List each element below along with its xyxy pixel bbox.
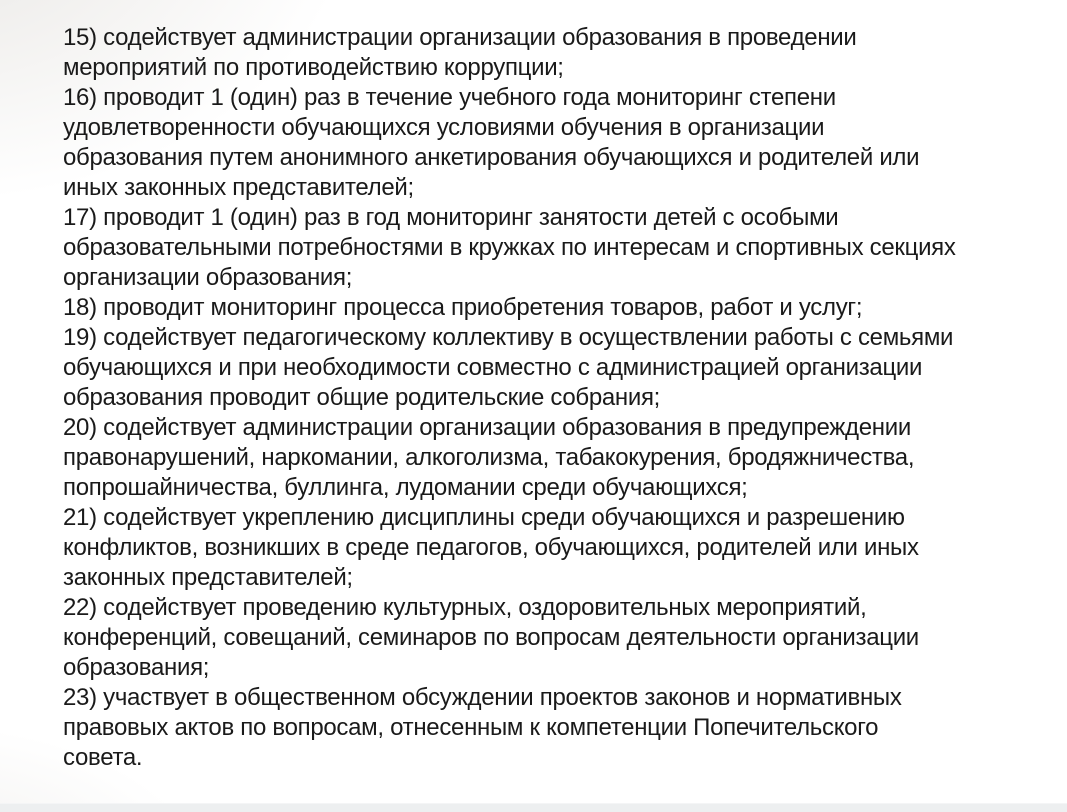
document-line: правовых актов по вопросам, отнесенным к компетенции Попечительского xyxy=(63,714,879,741)
document-line: 17) проводит 1 (один) раз в год мониторинг занятости детей с особыми xyxy=(63,204,839,231)
document-line: 16) проводит 1 (один) раз в течение учебного года мониторинг степени xyxy=(63,84,836,111)
document-line: 20) содействует администрации организации образования в предупреждении xyxy=(63,414,911,441)
document-line: конфликтов, возникших в среде педагогов, обучающихся, родителей или иных xyxy=(63,534,919,561)
document-line: мероприятий по противодействию коррупции; xyxy=(63,54,564,81)
document-line: иных законных представителей; xyxy=(63,174,414,201)
document-line: образования путем анонимного анкетирования обучающихся и родителей или xyxy=(63,144,920,171)
document-text-block xyxy=(63,23,1057,773)
document-line: попрошайничества, буллинга, лудомании среди обучающихся; xyxy=(63,474,748,501)
document-line: совета. xyxy=(63,744,143,771)
document-line: 21) содействует укреплению дисциплины среди обучающихся и разрешению xyxy=(63,504,905,531)
document-line: 15) содействует администрации организации образования в проведении xyxy=(63,24,857,51)
document-line: 22) содействует проведению культурных, оздоровительных мероприятий, xyxy=(63,594,867,621)
document-line: конференций, совещаний, семинаров по вопросам деятельности организации xyxy=(63,624,919,651)
document-line: организации образования; xyxy=(63,264,353,291)
document-line: образовательными потребностями в кружках по интересам и спортивных секциях xyxy=(63,234,956,261)
document-line: правонарушений, наркомании, алкоголизма, табакокурения, бродяжничества, xyxy=(63,444,915,471)
document-line: законных представителей; xyxy=(63,564,353,591)
document-line: образования проводит общие родительские собрания; xyxy=(63,384,661,411)
document-line: обучающихся и при необходимости совместно с администрацией организации xyxy=(63,354,923,381)
document-line: 19) содействует педагогическому коллективу в осуществлении работы с семьями xyxy=(63,324,954,351)
page-bottom-edge xyxy=(0,803,1067,812)
document-line: 23) участвует в общественном обсуждении проектов законов и нормативных xyxy=(63,684,902,711)
document-line: 18) проводит мониторинг процесса приобретения товаров, работ и услуг; xyxy=(63,294,863,321)
document-line: удовлетворенности обучающихся условиями обучения в организации xyxy=(63,114,825,141)
document-line: образования; xyxy=(63,654,210,681)
